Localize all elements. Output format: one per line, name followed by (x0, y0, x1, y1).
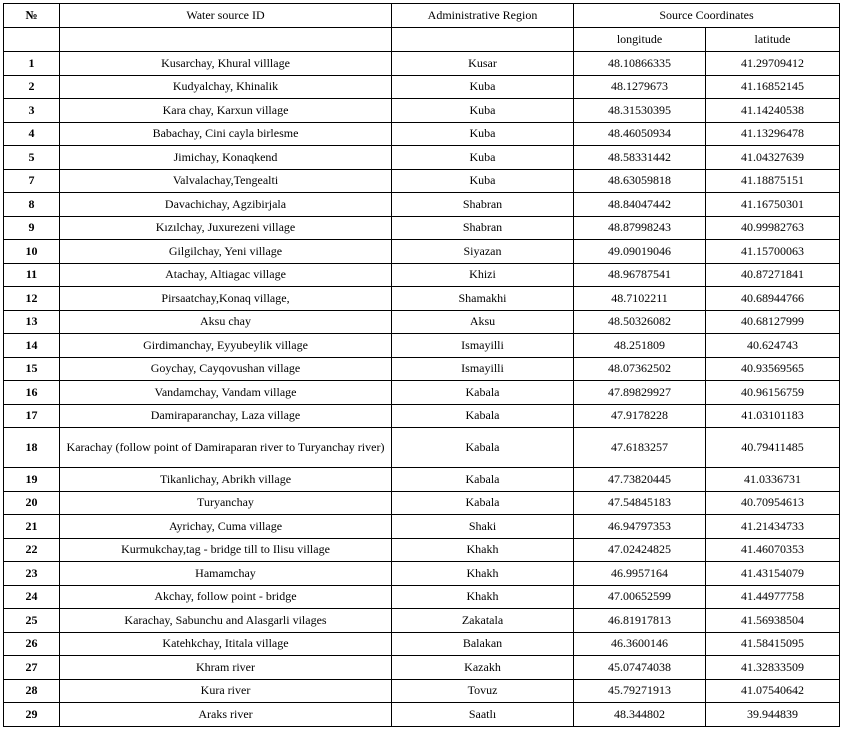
row-number-cell: 18 (4, 428, 60, 468)
region-cell: Kuba (392, 99, 574, 123)
row-number-cell: 15 (4, 357, 60, 381)
longitude-cell: 48.87998243 (574, 216, 706, 240)
latitude-cell: 41.03101183 (706, 404, 840, 428)
table-row (4, 122, 840, 146)
region-cell: Kabala (392, 381, 574, 405)
longitude-cell: 48.344802 (574, 703, 706, 727)
water-source-id-cell: Atachay, Altiagac village (60, 263, 392, 287)
latitude-cell: 41.44977758 (706, 585, 840, 609)
longitude-cell: 48.46050934 (574, 122, 706, 146)
table-row (4, 263, 840, 287)
latitude-cell: 41.15700063 (706, 240, 840, 264)
row-number-cell: 25 (4, 609, 60, 633)
latitude-cell: 40.68944766 (706, 287, 840, 311)
table-row (4, 656, 840, 680)
longitude-cell: 48.63059818 (574, 169, 706, 193)
table-row (4, 515, 840, 539)
latitude-cell: 41.13296478 (706, 122, 840, 146)
longitude-cell: 46.9957164 (574, 562, 706, 586)
table-row (4, 216, 840, 240)
region-cell: Kabala (392, 404, 574, 428)
region-cell: Kabala (392, 468, 574, 492)
row-number-cell: 2 (4, 75, 60, 99)
row-number-cell: 29 (4, 703, 60, 727)
header-latitude: latitude (706, 28, 840, 52)
water-sources-table (3, 3, 840, 727)
region-cell: Khakh (392, 585, 574, 609)
table-row (4, 538, 840, 562)
water-source-id-cell: Kurmukchay,tag - bridge till to Ilisu village (60, 538, 392, 562)
longitude-cell: 48.58331442 (574, 146, 706, 170)
longitude-cell: 46.94797353 (574, 515, 706, 539)
water-source-id-cell: Damiraparanchay, Laza village (60, 404, 392, 428)
water-source-id-cell: Karachay (follow point of Damiraparan river to Turyanchay river) (60, 428, 392, 468)
water-source-id-cell: Aksu chay (60, 310, 392, 334)
row-number-cell: 27 (4, 656, 60, 680)
table-body (4, 52, 840, 727)
latitude-cell: 41.14240538 (706, 99, 840, 123)
region-cell: Balakan (392, 632, 574, 656)
table-row (4, 585, 840, 609)
table-row (4, 193, 840, 217)
latitude-cell: 41.18875151 (706, 169, 840, 193)
region-cell: Shamakhi (392, 287, 574, 311)
latitude-cell: 41.04327639 (706, 146, 840, 170)
region-cell: Aksu (392, 310, 574, 334)
latitude-cell: 41.58415095 (706, 632, 840, 656)
row-number-cell: 13 (4, 310, 60, 334)
water-source-id-cell: Babachay, Cini cayla birlesme (60, 122, 392, 146)
longitude-cell: 49.09019046 (574, 240, 706, 264)
longitude-cell: 47.00652599 (574, 585, 706, 609)
longitude-cell: 48.07362502 (574, 357, 706, 381)
row-number-cell: 28 (4, 679, 60, 703)
row-number-cell: 11 (4, 263, 60, 287)
water-source-id-cell: Jimichay, Konaqkend (60, 146, 392, 170)
latitude-cell: 41.29709412 (706, 52, 840, 76)
header-id-empty (60, 28, 392, 52)
row-number-cell: 1 (4, 52, 60, 76)
latitude-cell: 40.87271841 (706, 263, 840, 287)
longitude-cell: 47.73820445 (574, 468, 706, 492)
water-source-id-cell: Hamamchay (60, 562, 392, 586)
water-source-id-cell: Gilgilchay, Yeni village (60, 240, 392, 264)
header-source-coordinates: Source Coordinates (574, 4, 840, 28)
table-row (4, 679, 840, 703)
water-source-id-cell: Araks river (60, 703, 392, 727)
table-row (4, 609, 840, 633)
region-cell: Zakatala (392, 609, 574, 633)
region-cell: Kuba (392, 146, 574, 170)
table-row (4, 334, 840, 358)
water-source-id-cell: Goychay, Cayqovushan village (60, 357, 392, 381)
latitude-cell: 40.93569565 (706, 357, 840, 381)
table-row (4, 491, 840, 515)
latitude-cell: 40.68127999 (706, 310, 840, 334)
region-cell: Tovuz (392, 679, 574, 703)
region-cell: Ismayilli (392, 357, 574, 381)
row-number-cell: 5 (4, 146, 60, 170)
table-row (4, 404, 840, 428)
region-cell: Khizi (392, 263, 574, 287)
table-row (4, 169, 840, 193)
row-number-cell: 8 (4, 193, 60, 217)
latitude-cell: 40.79411485 (706, 428, 840, 468)
header-num-empty (4, 28, 60, 52)
row-number-cell: 9 (4, 216, 60, 240)
longitude-cell: 45.79271913 (574, 679, 706, 703)
region-cell: Kuba (392, 169, 574, 193)
latitude-cell: 41.16852145 (706, 75, 840, 99)
latitude-cell: 41.0336731 (706, 468, 840, 492)
row-number-cell: 10 (4, 240, 60, 264)
row-number-cell: 7 (4, 169, 60, 193)
longitude-cell: 48.251809 (574, 334, 706, 358)
row-number-cell: 22 (4, 538, 60, 562)
table-row (4, 146, 840, 170)
latitude-cell: 41.43154079 (706, 562, 840, 586)
longitude-cell: 46.81917813 (574, 609, 706, 633)
latitude-cell: 39.944839 (706, 703, 840, 727)
water-source-id-cell: Ayrichay, Cuma village (60, 515, 392, 539)
longitude-cell: 47.02424825 (574, 538, 706, 562)
table-row (4, 52, 840, 76)
region-cell: Ismayilli (392, 334, 574, 358)
region-cell: Shabran (392, 216, 574, 240)
longitude-cell: 48.7102211 (574, 287, 706, 311)
longitude-cell: 48.96787541 (574, 263, 706, 287)
table-row (4, 240, 840, 264)
table-row (4, 357, 840, 381)
region-cell: Khakh (392, 562, 574, 586)
water-source-id-cell: Kızılchay, Juxurezeni village (60, 216, 392, 240)
water-source-id-cell: Khram river (60, 656, 392, 680)
water-source-id-cell: Kusarchay, Khural villlage (60, 52, 392, 76)
table-row (4, 468, 840, 492)
latitude-cell: 40.99982763 (706, 216, 840, 240)
water-source-id-cell: Tikanlichay, Abrikh village (60, 468, 392, 492)
region-cell: Kuba (392, 122, 574, 146)
row-number-cell: 19 (4, 468, 60, 492)
header-row-1 (4, 4, 840, 28)
latitude-cell: 40.70954613 (706, 491, 840, 515)
region-cell: Kuba (392, 75, 574, 99)
region-cell: Shabran (392, 193, 574, 217)
table-row (4, 310, 840, 334)
region-cell: Siyazan (392, 240, 574, 264)
longitude-cell: 48.84047442 (574, 193, 706, 217)
row-number-cell: 17 (4, 404, 60, 428)
row-number-cell: 21 (4, 515, 60, 539)
row-number-cell: 3 (4, 99, 60, 123)
region-cell: Kabala (392, 428, 574, 468)
water-source-id-cell: Katehkchay, Ititala village (60, 632, 392, 656)
latitude-cell: 41.21434733 (706, 515, 840, 539)
row-number-cell: 12 (4, 287, 60, 311)
header-longitude: longitude (574, 28, 706, 52)
longitude-cell: 47.6183257 (574, 428, 706, 468)
longitude-cell: 47.54845183 (574, 491, 706, 515)
water-source-id-cell: Girdimanchay, Eyyubeylik village (60, 334, 392, 358)
row-number-cell: 14 (4, 334, 60, 358)
water-source-id-cell: Vandamchay, Vandam village (60, 381, 392, 405)
row-number-cell: 4 (4, 122, 60, 146)
latitude-cell: 41.07540642 (706, 679, 840, 703)
latitude-cell: 40.96156759 (706, 381, 840, 405)
table-row (4, 287, 840, 311)
row-number-cell: 26 (4, 632, 60, 656)
longitude-cell: 47.9178228 (574, 404, 706, 428)
latitude-cell: 40.624743 (706, 334, 840, 358)
water-source-id-cell: Turyanchay (60, 491, 392, 515)
water-source-id-cell: Valvalachay,Tengealti (60, 169, 392, 193)
table-row (4, 381, 840, 405)
longitude-cell: 45.07474038 (574, 656, 706, 680)
water-source-id-cell: Karachay, Sabunchu and Alasgarli vilages (60, 609, 392, 633)
longitude-cell: 48.31530395 (574, 99, 706, 123)
region-cell: Saatlı (392, 703, 574, 727)
header-row-2 (4, 28, 840, 52)
region-cell: Kusar (392, 52, 574, 76)
row-number-cell: 23 (4, 562, 60, 586)
latitude-cell: 41.46070353 (706, 538, 840, 562)
table-row (4, 428, 840, 468)
header-administrative-region: Administrative Region (392, 4, 574, 28)
latitude-cell: 41.16750301 (706, 193, 840, 217)
table-row (4, 703, 840, 727)
water-source-id-cell: Akchay, follow point - bridge (60, 585, 392, 609)
longitude-cell: 47.89829927 (574, 381, 706, 405)
table-row (4, 632, 840, 656)
region-cell: Kabala (392, 491, 574, 515)
region-cell: Shaki (392, 515, 574, 539)
table-row (4, 99, 840, 123)
row-number-cell: 24 (4, 585, 60, 609)
row-number-cell: 20 (4, 491, 60, 515)
water-source-id-cell: Kara chay, Karxun village (60, 99, 392, 123)
region-cell: Khakh (392, 538, 574, 562)
header-num: № (4, 4, 60, 28)
header-water-source-id: Water source ID (60, 4, 392, 28)
latitude-cell: 41.32833509 (706, 656, 840, 680)
longitude-cell: 46.3600146 (574, 632, 706, 656)
table-container (3, 3, 840, 727)
latitude-cell: 41.56938504 (706, 609, 840, 633)
water-source-id-cell: Kudyalchay, Khinalik (60, 75, 392, 99)
longitude-cell: 48.50326082 (574, 310, 706, 334)
header-region-empty (392, 28, 574, 52)
water-source-id-cell: Davachichay, Agzibirjala (60, 193, 392, 217)
water-source-id-cell: Pirsaatchay,Konaq village, (60, 287, 392, 311)
table-row (4, 75, 840, 99)
region-cell: Kazakh (392, 656, 574, 680)
table-row (4, 562, 840, 586)
water-source-id-cell: Kura river (60, 679, 392, 703)
longitude-cell: 48.1279673 (574, 75, 706, 99)
row-number-cell: 16 (4, 381, 60, 405)
longitude-cell: 48.10866335 (574, 52, 706, 76)
